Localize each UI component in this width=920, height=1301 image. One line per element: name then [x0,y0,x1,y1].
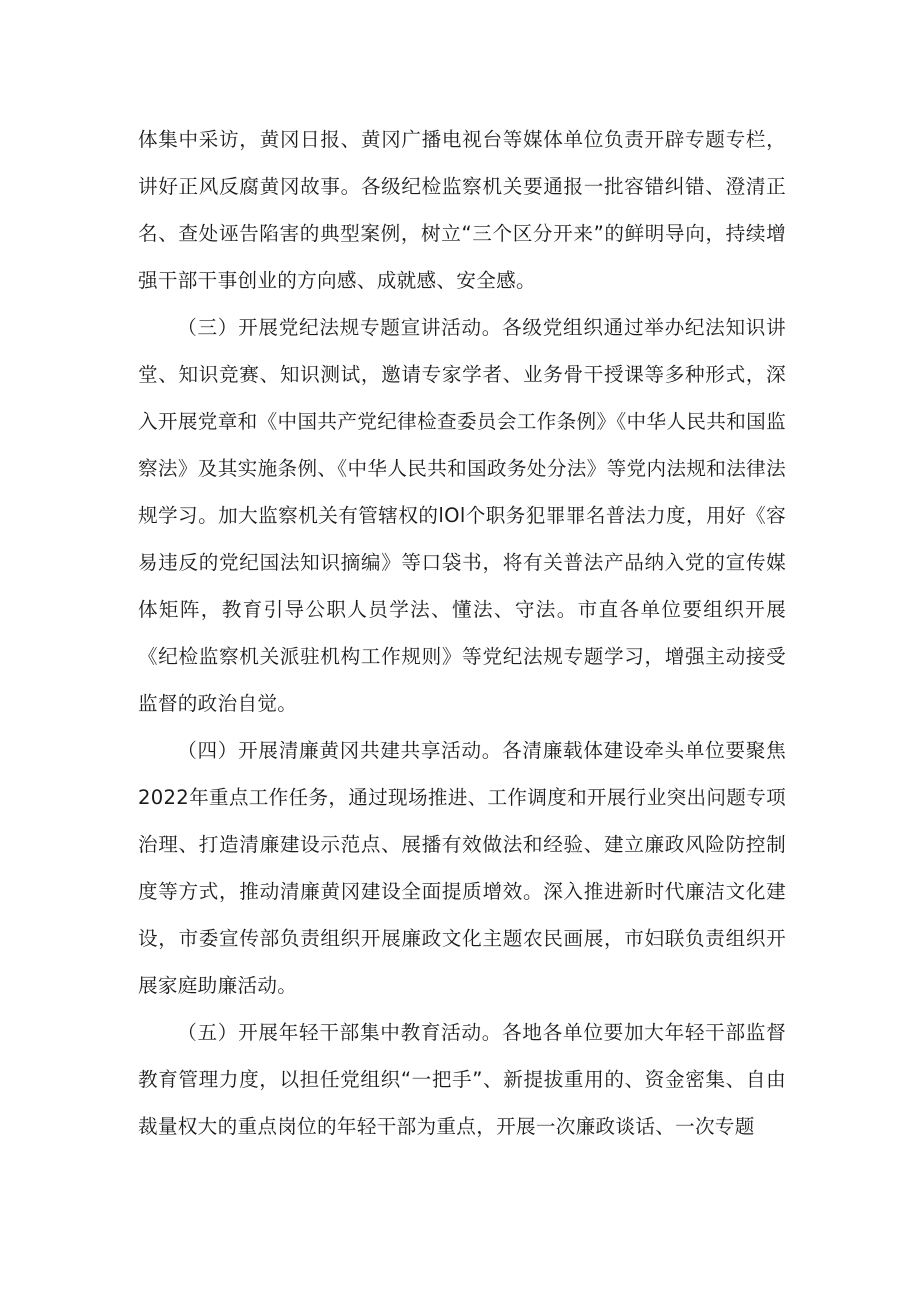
paragraph-section-4: （四）开展清廉黄冈共建共享活动。各清廉载体建设牵头单位要聚焦2022年重点工作任务，通过现场推进、工作调度和开展行业突出问题专项治理、打造清廉建设示范点、展播有效做法和经验、建立廉政风险防控制度等方式，推动清廉黄冈建设全面提质增效。深入推进新时代廉洁文化建设，市委宣传部负责组织开展廉政文化主题农民画展，市妇联负责组织开展家庭助廉活动。 [138,739,786,997]
paragraph-section-5: （五）开展年轻干部集中教育活动。各地各单位要加大年轻干部监督教育管理力度，以担任党组织“一把手”、新提拔重用的、资金密集、自由裁量权大的重点岗位的年轻干部为重点，开展一次廉政谈话、一次专题 [138,1021,786,1138]
paragraph-continuation: 体集中采访，黄冈日报、黄冈广播电视台等媒体单位负责开辟专题专栏，讲好正风反腐黄冈故事。各级纪检监察机关要通报一批容错纠错、澄清正名、查处诬告陷害的典型案例，树立“三个区分开来”的鲜明导向，持续增强干部干事创业的方向感、成就感、安全感。 [138,128,786,292]
paragraph-section-3: （三）开展党纪法规专题宣讲活动。各级党组织通过举办纪法知识讲堂、知识竞赛、知识测试，邀请专家学者、业务骨干授课等多种形式，深入开展党章和《中国共产党纪律检查委员会工作条例》《中华人民共和国监察法》及其实施条例、《中华人民共和国政务处分法》等党内法规和法律法规学习。加大监察机关有管辖权的lOl个职务犯罪罪名普法力度，用好《容易违反的党纪国法知识摘编》等口袋书，将有关普法产品纳入党的宣传媒体矩阵，教育引导公职人员学法、懂法、守法。市直各单位要组织开展《纪检监察机关派驻机构工作规则》等党纪法规专题学习，增强主动接受监督的政治自觉。 [138,316,786,715]
document-body [138,116,786,1150]
